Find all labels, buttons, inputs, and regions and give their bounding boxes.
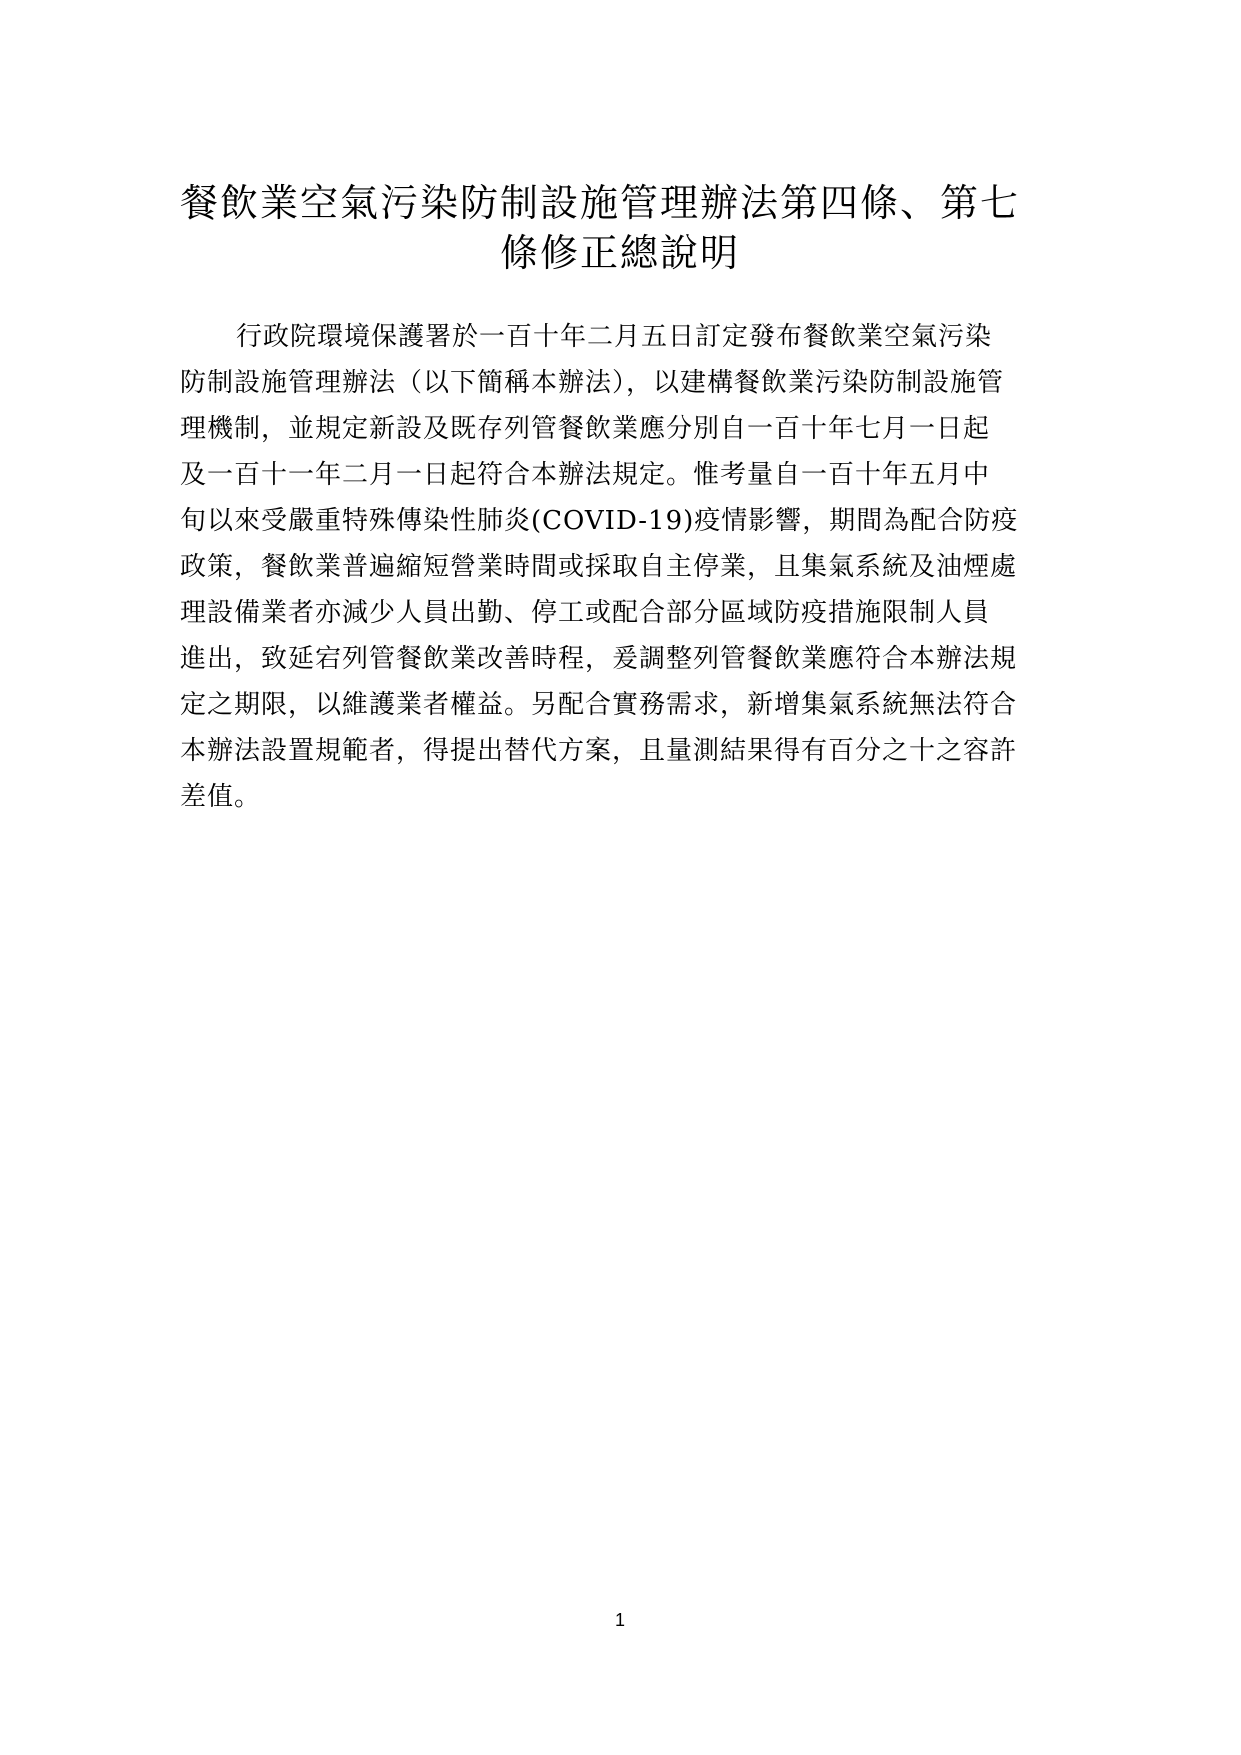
document-title <box>180 178 1060 278</box>
body-line: 政策，餐飲業普遍縮短營業時間或採取自主停業，且集氣系統及油煙處 <box>180 552 1018 582</box>
body-line: 及一百十一年二月一日起符合本辦法規定。惟考量自一百十年五月中 <box>180 460 991 490</box>
title-line-1: 餐飲業空氣污染防制設施管理辦法第四條、第七 <box>180 181 1021 225</box>
body-line: 差值。 <box>180 782 262 812</box>
body-line: 理設備業者亦減少人員出勤、停工或配合部分區域防疫措施限制人員 <box>180 598 991 628</box>
page-number: 1 <box>614 1610 625 1630</box>
title-line-2: 條修正總說明 <box>499 231 740 275</box>
body-line: 進出，致延宕列管餐飲業改善時程，爰調整列管餐飲業應符合本辦法規 <box>180 644 1018 674</box>
body-line: 防制設施管理辦法（以下簡稱本辦法），以建構餐飲業污染防制設施管 <box>180 368 1005 398</box>
body-line: 旬以來受嚴重特殊傳染性肺炎(COVID-19)疫情影響，期間為配合防疫 <box>180 506 1019 536</box>
body-line: 定之期限，以維護業者權益。另配合實務需求，新增集氣系統無法符合 <box>180 690 1018 720</box>
body-line: 行政院環境保護署於一百十年二月五日訂定發布餐飲業空氣污染 <box>236 322 993 352</box>
body-line: 本辦法設置規範者，得提出替代方案，且量測結果得有百分之十之容許 <box>180 736 1018 766</box>
body-paragraph <box>180 314 1060 820</box>
body-line: 理機制，並規定新設及既存列管餐飲業應分別自一百十年七月一日起 <box>180 414 991 444</box>
